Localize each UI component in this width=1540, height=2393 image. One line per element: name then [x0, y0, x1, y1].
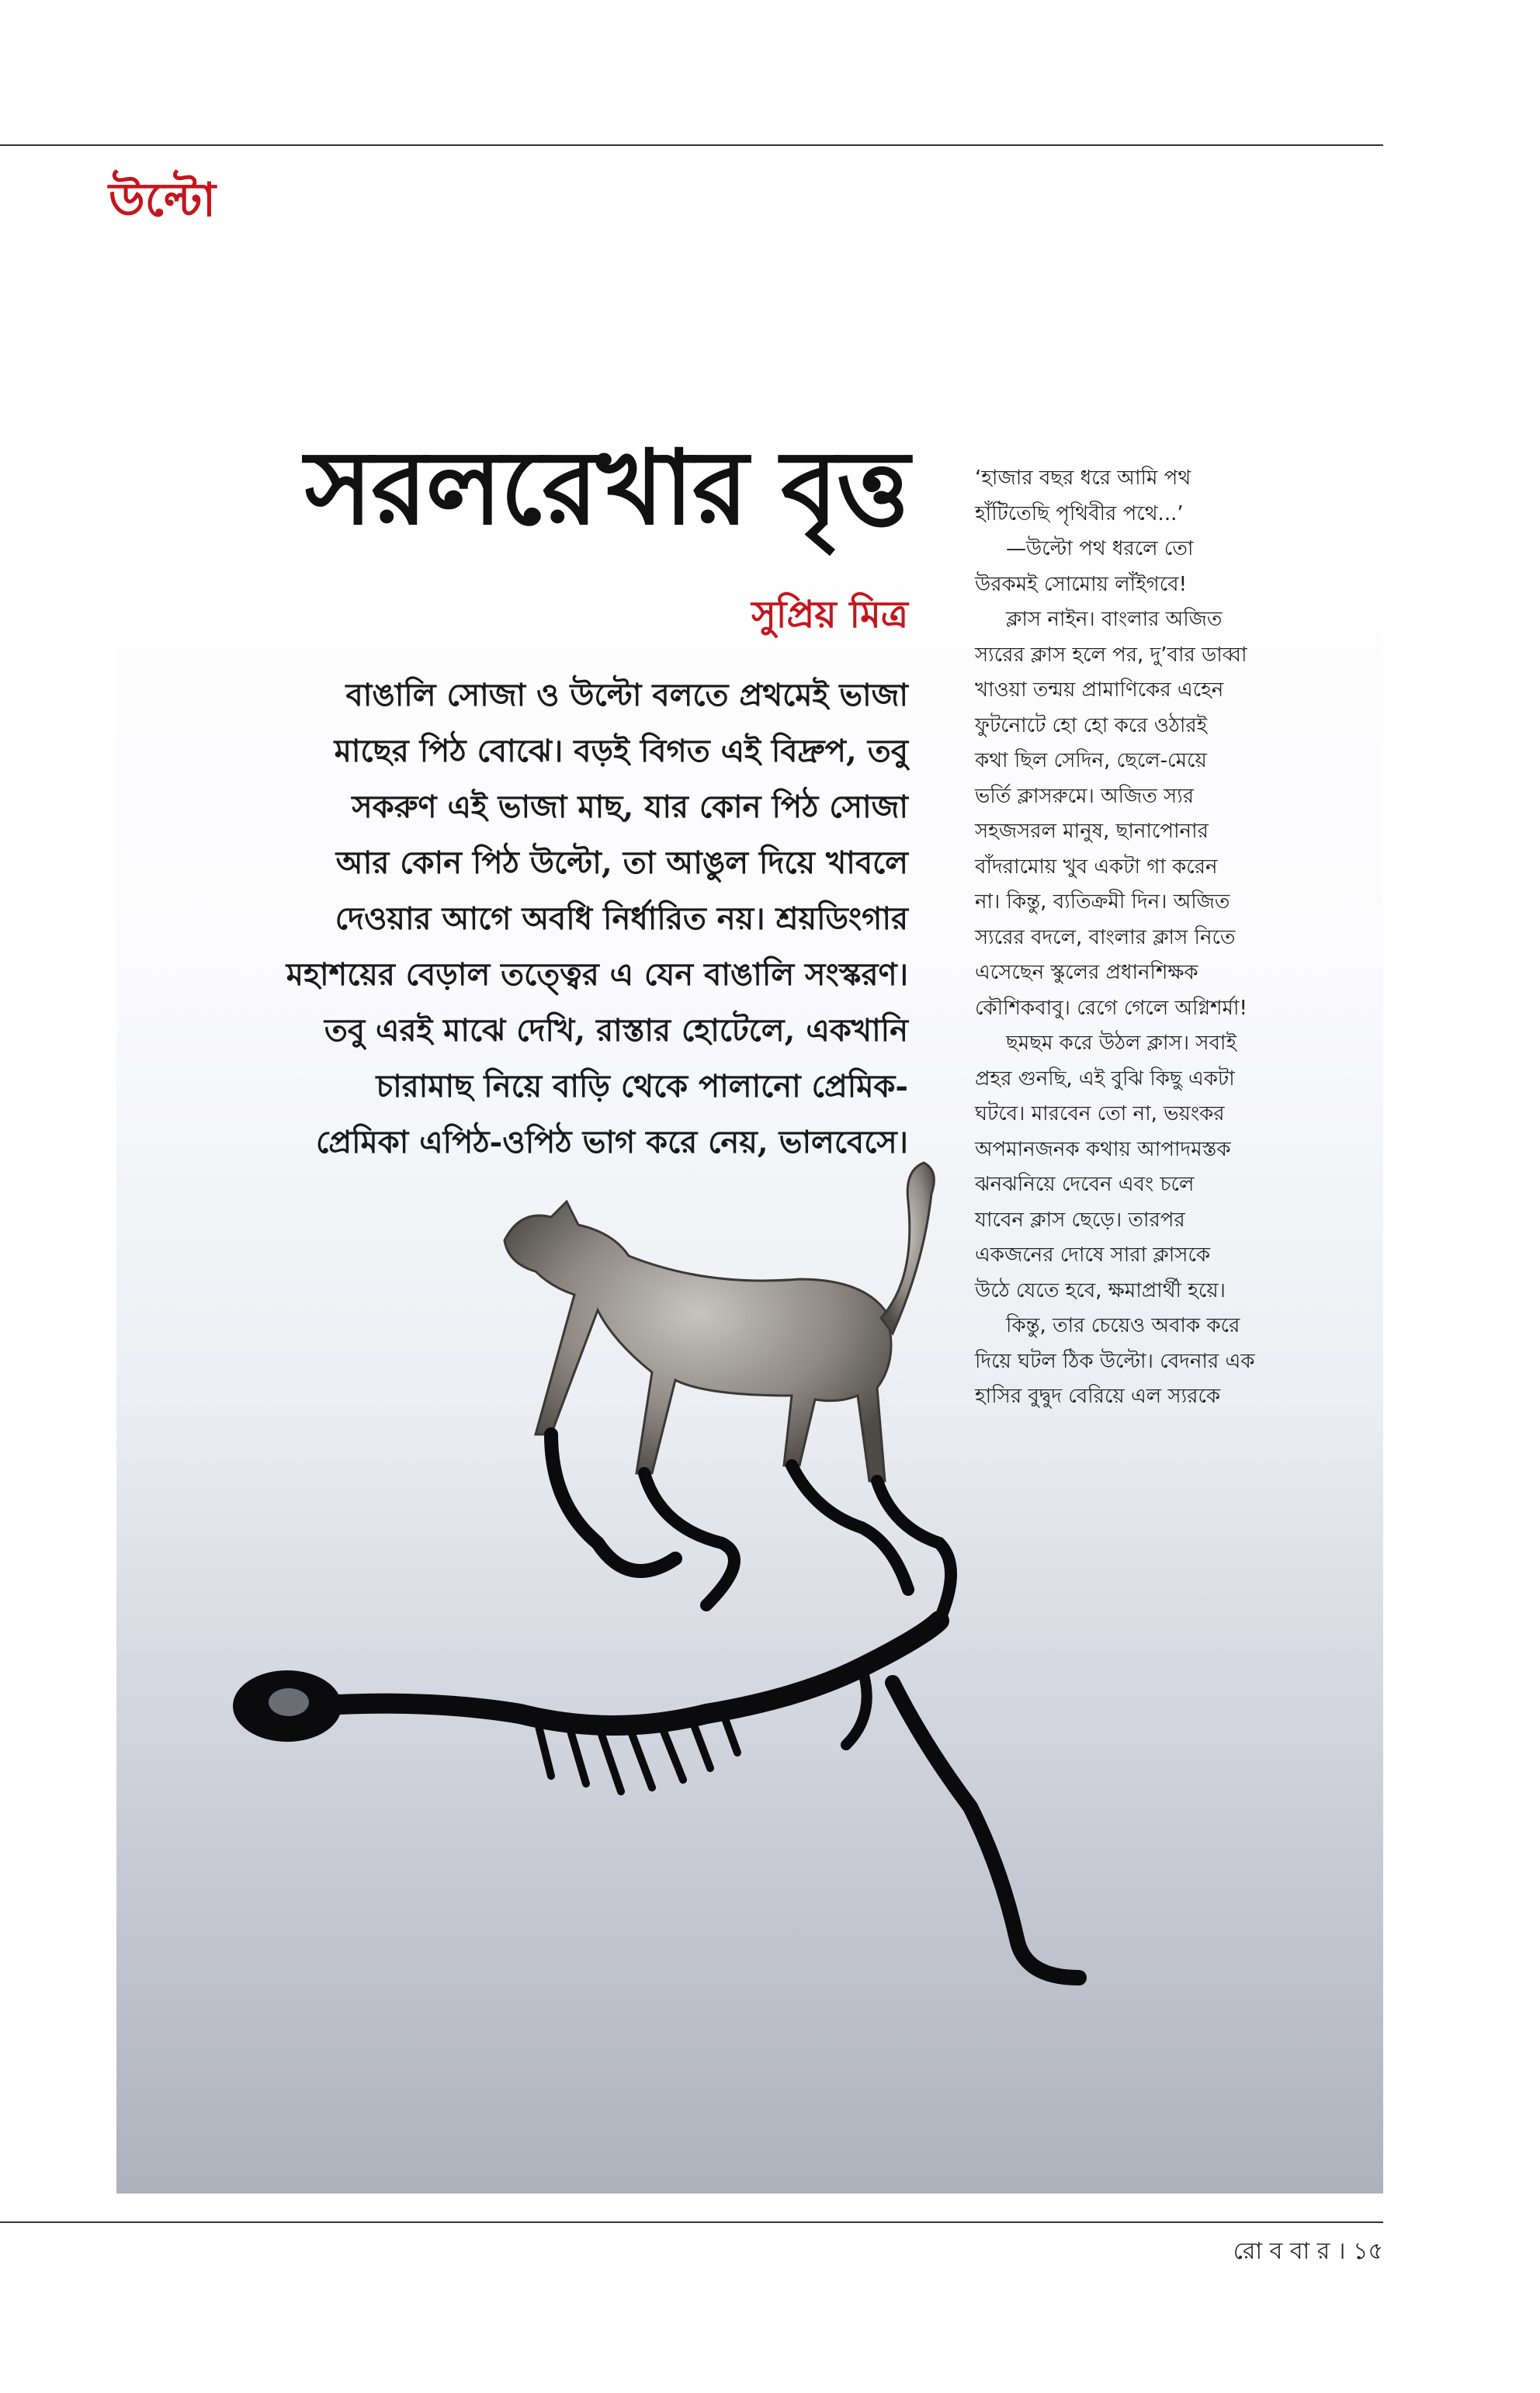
- body-line: উঠে যেতে হবে, ক্ষমাপ্রার্থী হয়ে।: [975, 1278, 1226, 1302]
- body-line: কিন্তু, তার চেয়েও অবাক করে: [1006, 1314, 1240, 1337]
- body-line: —উল্টো পথ ধরলে তো: [1006, 537, 1194, 560]
- lead-line: বাঙালি সোজা ও উল্টো বলতে প্রথমেই ভাজা: [345, 677, 908, 713]
- body-line: ছমছম করে উঠল ক্লাস। সবাই: [1006, 1032, 1237, 1055]
- lead-line: আর কোন পিঠ উল্টো, তা আঙুল দিয়ে খাবলে: [335, 844, 908, 881]
- body-line: খাওয়া তন্ময় প্রামাণিকের এহেন: [975, 678, 1224, 702]
- top-rule: [0, 144, 1383, 146]
- lead-paragraph: [179, 668, 908, 1170]
- body-line: ‘হাজার বছর ধরে আমি পথ: [975, 466, 1191, 490]
- lead-line: তবু এরই মাঝে দেখি, রাস্তার হোটেলে, একখানি: [324, 1012, 908, 1049]
- body-line: কৌশিকবাবু। রেগে গেলে অগ্নিশর্মা!: [975, 996, 1247, 1020]
- body-line: এসেছেন স্কুলের প্রধানশিক্ষক: [975, 961, 1198, 984]
- body-line: হাসির বুদ্বুদ বেরিয়ে এল স্যরকে: [975, 1385, 1221, 1408]
- body-line: ঘটবে। মারবেন তো না, ভয়ংকর: [975, 1102, 1225, 1125]
- body-line: অপমানজনক কথায় আপাদমস্তক: [975, 1137, 1231, 1161]
- body-line: কথা ছিল সেদিন, ছেলে-মেয়ে: [975, 749, 1207, 772]
- skeleton-shadow: [310, 1434, 1079, 1978]
- lead-line: সকরুণ এই ভাজা মাছ, যার কোন পিঠ সোজা: [352, 789, 908, 825]
- body-line: ঝনঝনিয়ে দেবেন এবং চলে: [975, 1173, 1195, 1196]
- lead-line: প্রেমিকা এপিঠ-ওপিঠ ভাগ করে নেয়, ভালবেসে।: [316, 1124, 908, 1160]
- body-line: ফুটনোটে হো হো করে ওঠারই: [975, 713, 1208, 737]
- body-line: দিয়ে ঘটল ঠিক উল্টো। বেদনার এক: [975, 1349, 1255, 1373]
- body-line: ক্লাস নাইন। বাংলার অজিত: [1006, 608, 1223, 631]
- cat-figure: [505, 1163, 934, 1481]
- section-label: উল্টো: [109, 173, 217, 227]
- body-line: সহজসরল মানুষ, ছানাপোনার: [975, 820, 1209, 843]
- author-byline: সুপ্রিয় মিত্র: [751, 593, 908, 636]
- body-line: বাঁদরামোয় খুব একটা গা করেন: [975, 855, 1218, 879]
- body-line: হাঁটিতেছি পৃথিবীর পথে...’: [975, 501, 1184, 525]
- body-line: না। কিন্তু, ব্যতিক্রমী দিন। অজিত: [975, 890, 1230, 914]
- bottom-rule: [0, 2221, 1383, 2223]
- article-headline: সরলরেখার বৃত্ত: [304, 428, 908, 548]
- lead-line: চারামাছ নিয়ে বাড়ি থেকে পালানো প্রেমিক-: [376, 1068, 908, 1105]
- body-line: একজনের দোষে সারা ক্লাসকে: [975, 1243, 1211, 1267]
- body-column: [975, 461, 1316, 1415]
- lead-line: মহাশয়ের বেড়াল তত্ত্বের এ যেন বাঙালি সংস্করণ।: [286, 956, 908, 993]
- body-line: ভর্তি ক্লাসরুমে। অজিত স্যর: [975, 784, 1195, 808]
- lead-line: মাছের পিঠ বোঝে। বড়ই বিগত এই বিদ্রুপ, তবু: [334, 733, 908, 769]
- body-line: স্যরের বদলে, বাংলার ক্লাস নিতে: [975, 925, 1236, 949]
- body-line: প্রহর গুনছি, এই বুঝি কিছু একটা: [975, 1066, 1235, 1091]
- body-line: উরকমই সোমোয় লাঁইগবে!: [975, 572, 1188, 596]
- lead-line: দেওয়ার আগে অবধি নির্ধারিত নয়। শ্রয়ডিংগার: [335, 900, 908, 937]
- body-line: যাবেন ক্লাস ছেড়ে। তারপর: [975, 1208, 1185, 1232]
- page-folio: রো ব বা র । ১৫: [1233, 2238, 1383, 2265]
- body-line: স্যরের ক্লাস হলে পর, দু’বার ডাব্বা: [975, 643, 1247, 667]
